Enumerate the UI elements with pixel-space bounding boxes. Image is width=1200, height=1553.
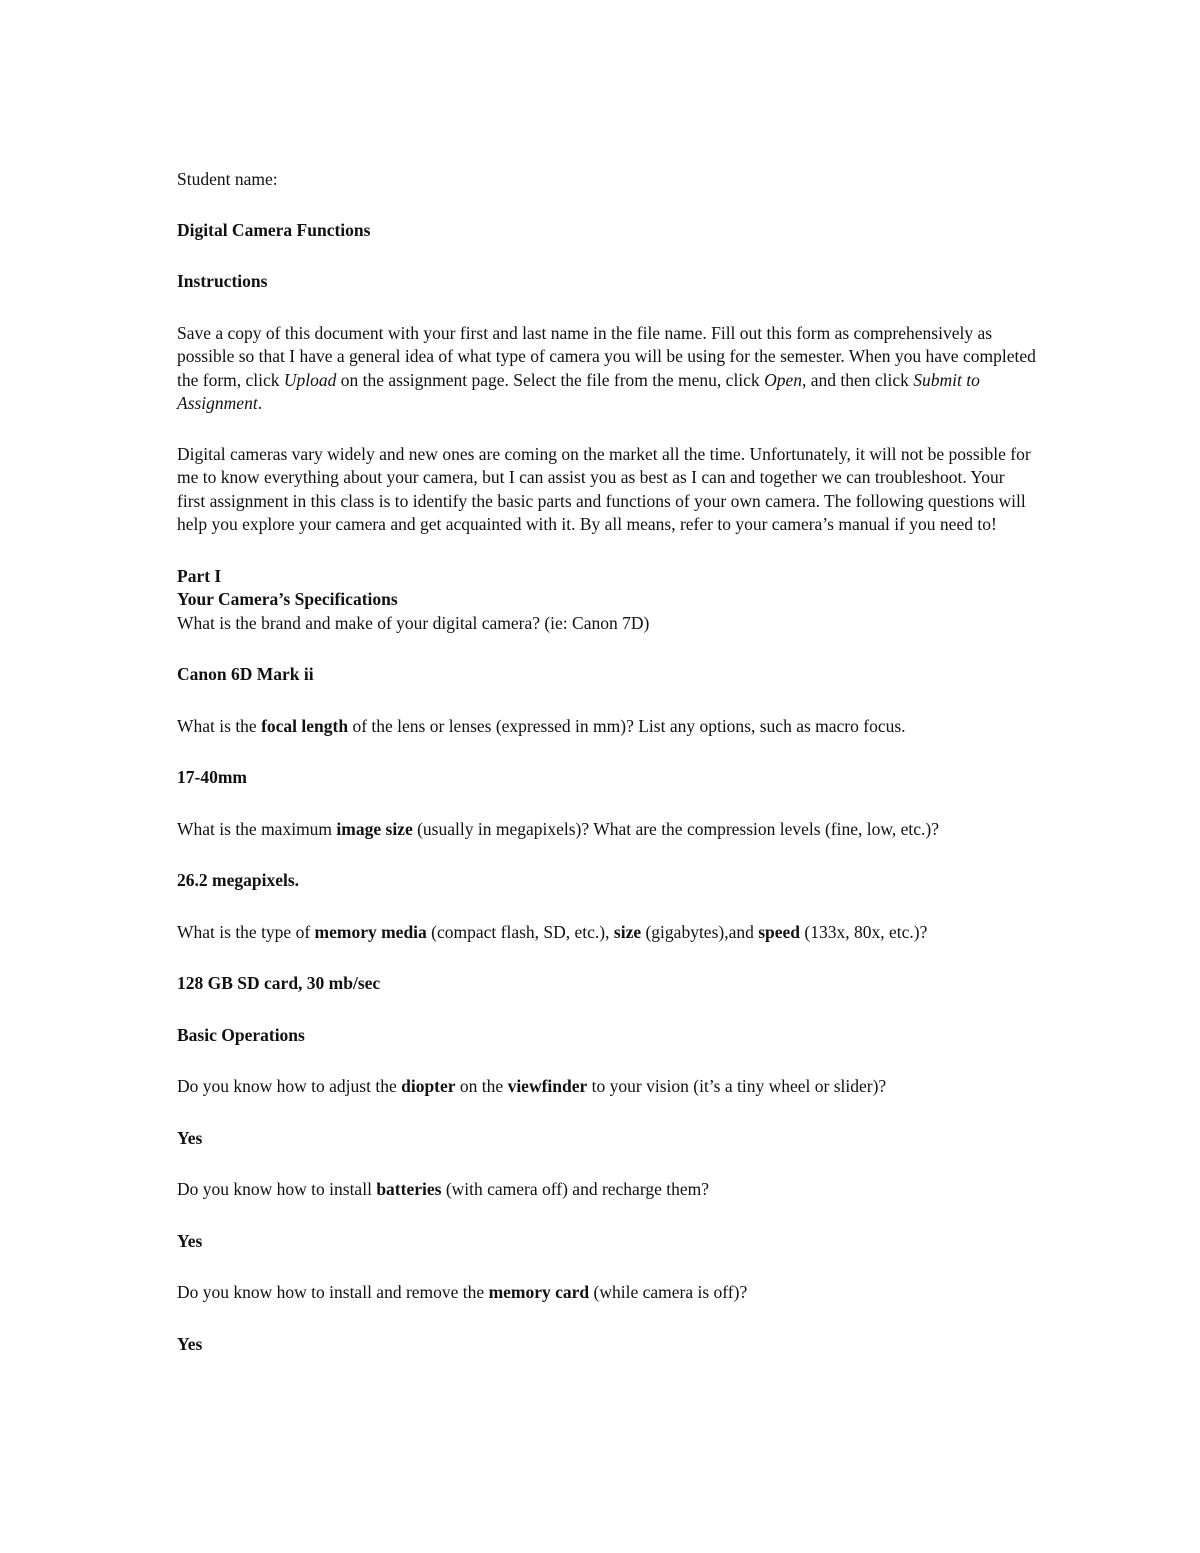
answer-diopter: Yes bbox=[177, 1127, 203, 1148]
question-text: Do you know how to adjust the bbox=[177, 1076, 402, 1096]
part-heading: Part I bbox=[177, 565, 222, 586]
question-keyword: batteries bbox=[376, 1179, 442, 1199]
question-text: (gigabytes),and bbox=[641, 921, 759, 942]
question-keyword: viewfinder bbox=[507, 1076, 588, 1096]
question-text: What is the bbox=[177, 715, 262, 736]
instructions-paragraph bbox=[177, 322, 1037, 416]
question-text: (while camera is off)? bbox=[589, 1282, 748, 1302]
instructions-text: on the assignment page. Select the file from the menu, click bbox=[336, 369, 765, 390]
question-text: Do you know how to install and remove the bbox=[177, 1282, 489, 1302]
question-keyword: memory card bbox=[488, 1282, 590, 1302]
question-text: What is the type of bbox=[177, 921, 315, 942]
specifications-heading: Your Camera’s Specifications bbox=[177, 589, 398, 609]
answer-memory-card: Yes bbox=[177, 1333, 203, 1354]
question-memory-card bbox=[177, 1281, 1037, 1305]
question-text: to your vision (it’s a tiny wheel or slider)? bbox=[587, 1076, 887, 1096]
instructions-heading: Instructions bbox=[177, 271, 268, 291]
instructions-text: , and then click bbox=[801, 369, 914, 390]
intro-paragraph: Digital cameras vary widely and new ones are coming on the market all the time. Unfortunately, it will not be possible for me to know everything about your camera, but I can assist you as best as I can and together we can troubleshoot. Your first assignment in this class is to identify the basic parts and functions of your own camera. The following questions will help you explore your camera and get acquainted with it. By all means, refer to your camera’s manual if you need to! bbox=[177, 443, 1031, 534]
document-body bbox=[177, 168, 1037, 1356]
question-text: (usually in megapixels)? What are the compression levels (fine, low, etc.)? bbox=[412, 818, 939, 839]
submit-term: Submit to Assignment bbox=[177, 369, 980, 413]
answer-batteries: Yes bbox=[177, 1230, 203, 1251]
answer-focal-length: 17-40mm bbox=[177, 767, 247, 787]
question-focal-length bbox=[177, 715, 1037, 739]
question-brand: What is the brand and make of your digital camera? (ie: Canon 7D) bbox=[177, 612, 650, 633]
instructions-text: . bbox=[257, 393, 263, 413]
document-title: Digital Camera Functions bbox=[177, 219, 371, 240]
question-text: (with camera off) and recharge them? bbox=[441, 1179, 709, 1199]
student-name-label: Student name: bbox=[177, 169, 278, 189]
question-batteries bbox=[177, 1178, 1037, 1202]
question-memory-media bbox=[177, 921, 1037, 945]
answer-memory-media: 128 GB SD card, 30 mb/sec bbox=[177, 973, 381, 993]
upload-term: Upload bbox=[283, 369, 337, 390]
answer-brand: Canon 6D Mark ii bbox=[177, 664, 314, 684]
instructions-text: Save a copy of this document with your first and last name in the file name. Fill out this form as comprehensively as possible so that I have a general idea of what type of camera you will be using for the semester. When you have completed the form, click bbox=[177, 322, 1036, 390]
question-image-size bbox=[177, 818, 1037, 842]
question-diopter bbox=[177, 1075, 1037, 1099]
question-keyword: memory media bbox=[314, 921, 427, 942]
question-text: Do you know how to install bbox=[177, 1179, 377, 1199]
question-keyword: focal length bbox=[261, 715, 349, 736]
open-term: Open bbox=[764, 369, 802, 390]
question-text: (compact flash, SD, etc.), bbox=[426, 921, 614, 942]
question-keyword: diopter bbox=[401, 1076, 456, 1096]
question-text: What is the maximum bbox=[177, 818, 337, 839]
question-keyword: image size bbox=[336, 818, 413, 839]
question-keyword: size bbox=[613, 921, 642, 942]
question-text: (133x, 80x, etc.)? bbox=[800, 921, 928, 942]
question-text: on the bbox=[455, 1076, 508, 1096]
basic-operations-heading: Basic Operations bbox=[177, 1024, 305, 1045]
question-text: of the lens or lenses (expressed in mm)? List any options, such as macro focus. bbox=[348, 715, 906, 736]
question-keyword: speed bbox=[758, 921, 801, 942]
answer-image-size: 26.2 megapixels. bbox=[177, 870, 300, 890]
